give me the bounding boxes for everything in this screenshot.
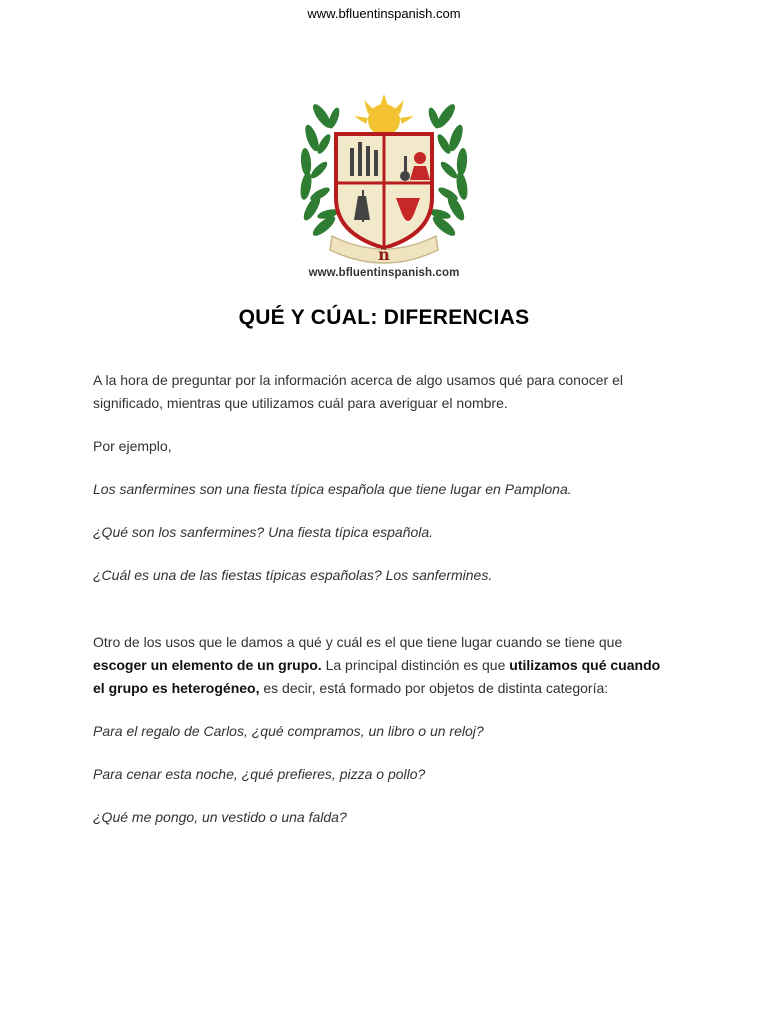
example-sentence: Para el regalo de Carlos, ¿qué compramos, un libro o un reloj? [93, 723, 484, 739]
crest-logo [292, 86, 476, 286]
example-label: Por ejemplo, [93, 438, 172, 454]
usage-text: La principal distinción es que [321, 657, 510, 673]
example-sentence: Los sanfermines son una fiesta típica española que tiene lugar en Pamplona. [93, 481, 572, 497]
crest-letter: ñ [378, 245, 390, 264]
usage-text: Otro de los usos que le damos a qué y cuál es el que tiene lugar cuando se tiene que [93, 634, 623, 650]
usage-bold-text: escoger un elemento de un grupo. [93, 657, 322, 673]
example-sentence: Para cenar esta noche, ¿qué prefieres, pizza o pollo? [93, 766, 426, 782]
intro-paragraph: A la hora de preguntar por la información acerca de algo usamos qué para conocer el significado, mientras que utilizamos cuál para averiguar el nombre. [93, 372, 623, 411]
example-sentence: ¿Cuál es una de las fiestas típicas españolas? Los sanfermines. [93, 567, 493, 583]
example-sentence: ¿Qué me pongo, un vestido o una falda? [93, 809, 347, 825]
example-sentence: ¿Qué son los sanfermines? Una fiesta típica española. [93, 524, 434, 540]
crest-emblem [292, 86, 476, 286]
section-gap [93, 587, 673, 631]
logo-caption: www.bfluentinspanish.com [308, 267, 460, 279]
header-url: www.bfluentinspanish.com [307, 6, 461, 21]
usage-paragraph [93, 631, 673, 700]
usage-bold-text: utilizamos qué cuando el grupo es heterogéneo, [93, 657, 661, 696]
page-title: QUÉ Y CÚAL: DIFERENCIAS [238, 306, 530, 329]
document-body [93, 369, 673, 829]
usage-text: es decir, está formado por objetos de distinta categoría: [259, 680, 609, 696]
